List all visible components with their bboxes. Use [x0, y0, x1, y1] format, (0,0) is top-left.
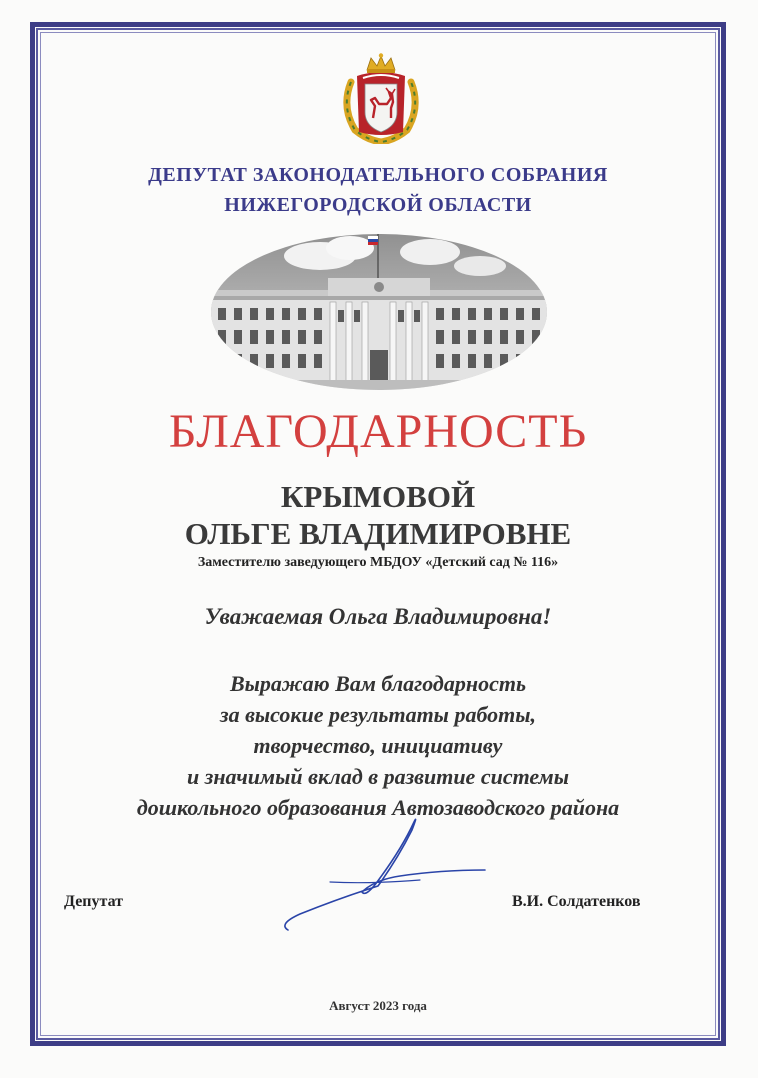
header-line-1: ДЕПУТАТ ЗАКОНОДАТЕЛЬНОГО СОБРАНИЯ [148, 164, 608, 186]
coat-of-arms-icon [337, 52, 425, 144]
body-line-4: и значимый вклад в развитие системы [187, 764, 569, 789]
signer-title: Депутат [64, 893, 124, 910]
recipient-line-2: ОЛЬГЕ ВЛАДИМИРОВНЕ [184, 516, 572, 551]
body-text [40, 668, 716, 823]
header-line-2: НИЖЕГОРОДСКОЙ ОБЛАСТИ [224, 194, 532, 216]
greeting: Уважаемая Ольга Владимировна! [204, 604, 552, 629]
body-line-2: за высокие результаты работы, [219, 702, 537, 727]
signature-image [270, 808, 500, 938]
document-title: БЛАГОДАРНОСТЬ [168, 405, 588, 458]
document-date: Август 2023 года [329, 998, 427, 1013]
header [40, 160, 716, 220]
recipient-position: Заместителю заведующего МБДОУ «Детский сад № 116» [197, 555, 559, 570]
signer-name: В.И. Солдатенков [512, 893, 641, 910]
body-line-5: дошкольного образования Автозаводского района [136, 795, 620, 820]
building-image [210, 230, 548, 390]
recipient-name [40, 478, 716, 552]
body-line-1: Выражаю Вам благодарность [229, 671, 526, 696]
recipient-line-1: КРЫМОВОЙ [280, 479, 476, 514]
body-line-3: творчество, инициативу [253, 733, 503, 758]
